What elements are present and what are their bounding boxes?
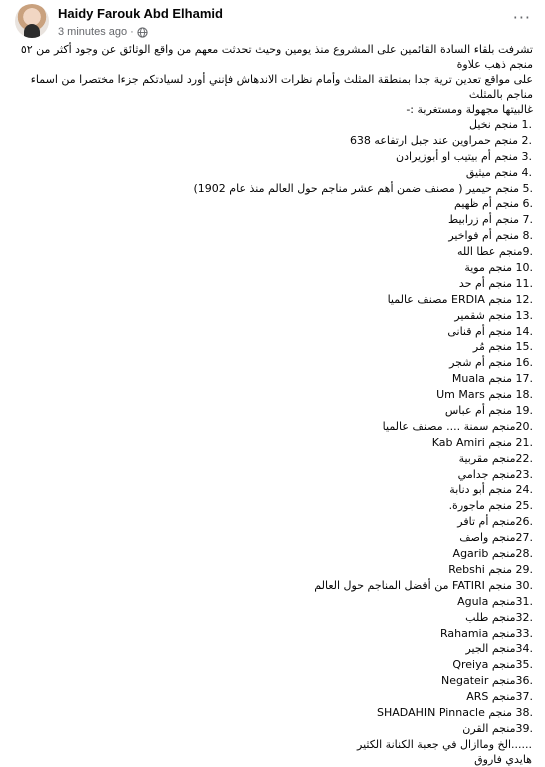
list-item: .28منجم Agarib — [452, 547, 533, 561]
list-item: .33منجم Rahamia — [439, 626, 533, 640]
list-item: .20منجم سمنة .... مصنف عالميا — [382, 419, 533, 433]
list-item: .5 منجم حيمير ( مصنف ضمن أهم عشر مناجم حول العالم منذ عام 1902) — [193, 181, 533, 195]
post-signature: هايدي فاروق — [474, 752, 532, 766]
list-item: .23منجم جدامي — [457, 467, 533, 481]
list-item: .35منجم Qreiya — [452, 658, 533, 672]
intro-line: على مواقع تعدين ترية جدا بمنطقة المثلث وأمام نظرات الاندهاش فإنني أورد لسيادتكم جزءا مختصرا من اسماء مناجم بالمثلث — [30, 73, 533, 101]
post-timestamp[interactable]: 3 minutes ago — [58, 26, 128, 38]
list-item: .39منجم القرن — [462, 721, 533, 735]
list-item: .10 منجم موية — [464, 261, 533, 275]
list-item: .18 منجم Um Mars — [436, 388, 533, 402]
list-item: .11 منجم أم حد — [458, 276, 533, 290]
list-item: .19 منجم أم عباس — [444, 404, 533, 418]
list-item: .15 منجم مُر — [472, 340, 533, 354]
list-item: .34منجم الجير — [465, 642, 533, 656]
list-item: .6 منجم أم ظهيم — [454, 197, 533, 211]
post-body — [0, 42, 545, 767]
list-item: .37منجم ARS — [466, 690, 533, 704]
intro-line: تشرفت بلقاء السادة القائمين على المشروع منذ يومين وحيث تحدثت معهم من واقع الوثائق عن وجود أكثر من ٥٢ منجم ذهب علاوة — [20, 43, 533, 71]
list-item: .16 منجم أم شجر — [449, 356, 533, 370]
list-item: .25 منجم ماجورة. — [448, 499, 533, 513]
list-item: .21 منجم Kab Amiri — [431, 435, 533, 449]
list-item: .29 منجم Rebshi — [448, 562, 533, 576]
author-name[interactable]: Haidy Farouk Abd Elhamid — [58, 6, 223, 21]
meta-separator: · — [130, 26, 134, 38]
list-item: .32منجم طلب — [465, 610, 533, 624]
list-item: .22منجم مقربية — [458, 451, 533, 465]
list-item: .27منجم واصف — [459, 531, 533, 545]
globe-icon[interactable] — [137, 27, 148, 38]
list-item: .13 منجم شقمير — [454, 308, 533, 322]
list-item: .2 منجم حمراوين عند جبل ارتفاعه 638 — [349, 133, 532, 147]
post-closing: ......الخ وماازال في جعبة الكنانة الكثير — [357, 737, 532, 751]
list-item: .3 منجم أم بيتيب او أبوزيرادن — [396, 149, 532, 163]
list-item: .1 منجم نخيل — [469, 118, 532, 131]
list-item: .12 منجم ERDIA مصنف عالميا — [387, 292, 533, 306]
author-avatar[interactable] — [15, 4, 49, 38]
list-item: .9منجم عطا الله — [456, 245, 533, 259]
post-header — [0, 0, 545, 40]
list-item: .4 منجم ميثيق — [465, 165, 532, 179]
post-intro — [0, 42, 545, 117]
mine-list — [0, 117, 545, 737]
list-item: .17 منجم Muala — [451, 372, 533, 386]
list-item: .31منجم Agula — [457, 594, 533, 608]
list-item: .14 منجم أم قنانى — [447, 324, 533, 338]
list-item: .7 منجم أم زرابيط — [448, 213, 533, 227]
list-item: .30 منجم FATIRI من أفضل المناجم حول العالم — [314, 578, 533, 592]
list-item: .38 منجم SHADAHIN Pinnacle — [377, 705, 533, 719]
list-item: .24 منجم أبو دنابة — [449, 483, 533, 497]
more-options-button[interactable]: ··· — [512, 8, 531, 27]
post-meta — [58, 26, 148, 38]
list-item: .36منجم Negateir — [440, 674, 533, 688]
list-item: .26منجم أم تافر — [457, 515, 533, 529]
list-item: .8 منجم أم فواخير — [448, 229, 533, 243]
intro-line: غالبيتها مجهولة ومستغربة :- — [406, 103, 533, 116]
